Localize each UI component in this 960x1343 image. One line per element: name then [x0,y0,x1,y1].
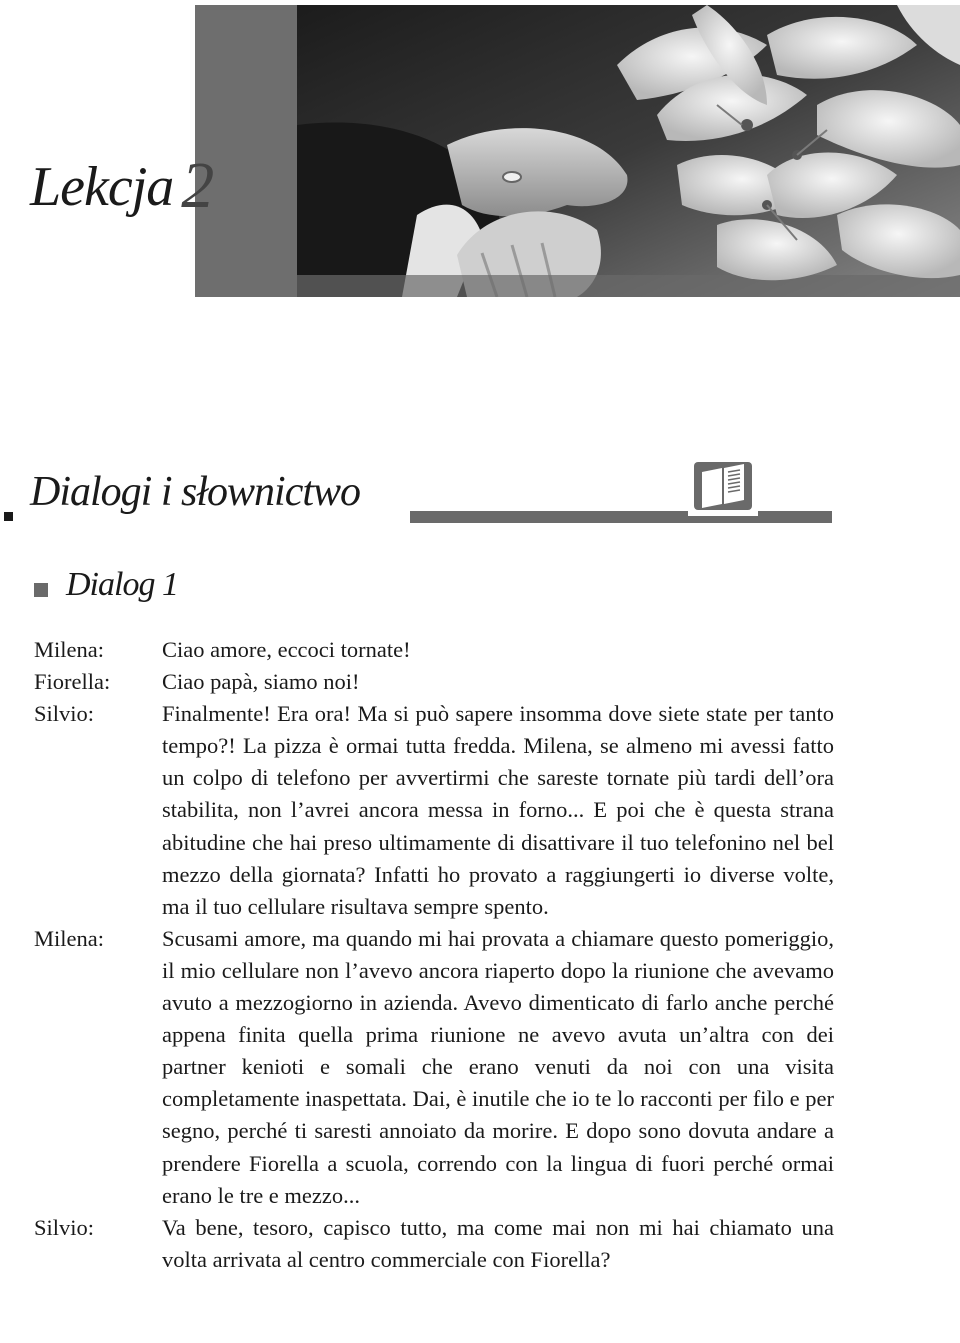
dialogue-turn [34,634,834,666]
speaker-label: Milena: [34,637,104,662]
dialogue-turn [34,1212,834,1276]
dialog-bullet [34,583,48,597]
section-rule [410,511,832,523]
speaker-label: Fiorella: [34,669,111,695]
lesson-title [30,148,213,224]
speech-text: Va bene, tesoro, capisco tutto, ma come mai non mi hai chiamato una volta arrivata al centro commerciale con Fiorella? [162,1214,834,1272]
dialogue-turn [34,666,834,698]
speech-text: Finalmente! Era ora! Ma si può sapere insomma dove siete state per tanto tempo?! La pizza è ormai tutta fredda. Milena, se almeno mi avessi fatto un colpo di telefono per avvertirmi che sareste tornate più tardi dell’ora stabilita, non l’avrei ancora messa in forno... E poi che è questa strana abitudine che hai preso ultimamente di disattivare il tuo telefonino nel bel mezzo della giornata? Infatti ho provato a raggiungerti io diverse volte, ma il tuo cellulare risultava sempre spento. [162,701,834,919]
speech-text: Scusami amore, ma quando mi hai provata a chiamare questo pomeriggio, il mio cellulare non l’avevo ancora riaperto dopo la riunione che avevamo avuto a mezzogiorno in azienda. Avevo dimenticato di farlo anche perché appena finita quella prima riunione ne avevo avuta un’altra con dei partner kenioti e somali che erano venuti da noi con una visita completamente inaspettata. Dai, è inutile che io te lo racconti per filo e per segno, perché ti saresti annoiato da morire. E dopo sono dovuta andare a prendere Fiorella a scuola, correndo con la lingua di fuori perché ormai erano le tre e mezzo... [162,925,834,1208]
lesson-word: Lekcja [30,156,174,218]
dialog-title: Dialog 1 [66,566,178,603]
speech-text: Ciao amore, eccoci tornate! [162,637,411,662]
header-photo [297,5,960,297]
dialogue-turn [34,698,834,923]
speaker-label: Silvio: [34,701,95,727]
dialogue-turn [34,923,834,1212]
dialogue [34,634,834,1276]
section-marker [4,512,13,521]
speaker-label: Milena: [34,925,104,951]
speaker-label: Silvio: [34,1214,95,1240]
section-title: Dialogi i słownictwo [30,469,361,515]
speech-text: Ciao papà, siamo noi! [162,669,360,695]
lesson-number: 2 [181,149,214,222]
book-icon [688,458,758,516]
